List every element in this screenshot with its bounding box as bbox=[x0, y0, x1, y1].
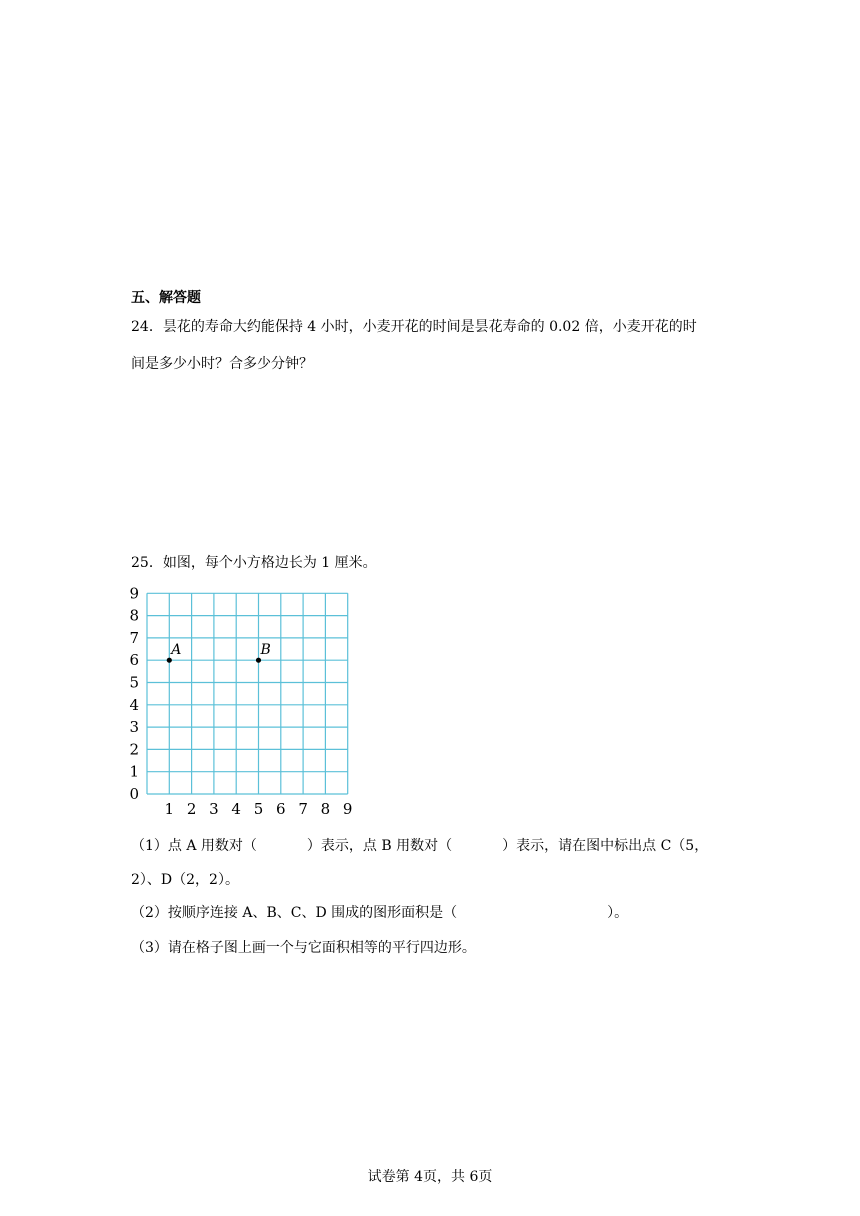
x-tick-label: 1 bbox=[164, 800, 175, 818]
sub2-text-part2: ）。 bbox=[607, 905, 629, 921]
x-tick-label: 3 bbox=[209, 800, 219, 818]
point-a bbox=[167, 658, 172, 663]
x-tick-label: 6 bbox=[276, 800, 286, 818]
y-tick-label: 4 bbox=[129, 695, 139, 714]
x-tick-label: 2 bbox=[186, 800, 197, 818]
question-24-line-1: 24．昙花的寿命大约能保持 4 小时，小麦开花的时间是昙花寿命的 0.02 倍，小麦开花的时 bbox=[131, 319, 697, 335]
x-tick-label: 4 bbox=[231, 800, 241, 818]
question-25-sub1-line-2: 2）、D（2，2）。 bbox=[131, 872, 239, 888]
y-tick-label: 6 bbox=[129, 651, 139, 670]
question-25-sub3: （3）请在格子图上画一个与它面积相等的平行四边形。 bbox=[131, 940, 476, 956]
page-footer: 试卷第 4页，共 6页 bbox=[367, 1169, 493, 1185]
y-tick-label: 8 bbox=[129, 606, 139, 625]
x-tick-label: 5 bbox=[253, 800, 264, 818]
question-25-sub1-line-1 bbox=[131, 835, 708, 855]
y-tick-label: 0 bbox=[129, 785, 139, 803]
y-tick-label: 5 bbox=[129, 673, 139, 692]
point-label-a: A bbox=[171, 642, 182, 659]
point-label-b: B bbox=[260, 642, 271, 659]
question-25-sub2 bbox=[131, 902, 628, 922]
y-tick-label: 2 bbox=[129, 740, 139, 759]
point-b bbox=[256, 658, 261, 663]
x-tick-label: 8 bbox=[320, 800, 331, 818]
y-tick-label: 7 bbox=[129, 628, 139, 647]
y-tick-label: 3 bbox=[129, 718, 139, 737]
question-25-intro: 25．如图，每个小方格边长为 1 厘米。 bbox=[131, 555, 377, 571]
question-24-line-2: 间是多少小时？合多少分钟？ bbox=[131, 356, 313, 372]
sub1-text-part1: （1）点 A 用数对（ bbox=[131, 838, 257, 854]
y-tick-label: 9 bbox=[129, 584, 139, 603]
sub1-text-part2: ）表示，点 B 用数对（ bbox=[306, 838, 453, 854]
section-title: 五、解答题 bbox=[131, 290, 201, 306]
sub2-text-part1: （2）按顺序连接 A、B、C、D 围成的图形面积是（ bbox=[131, 905, 458, 921]
y-tick-label: 1 bbox=[129, 762, 139, 781]
sub1-text-part3: ）表示，请在图中标出点 C（5， bbox=[502, 838, 709, 854]
x-tick-label: 9 bbox=[342, 800, 353, 818]
coordinate-grid bbox=[120, 582, 360, 822]
x-tick-label: 7 bbox=[298, 800, 308, 818]
